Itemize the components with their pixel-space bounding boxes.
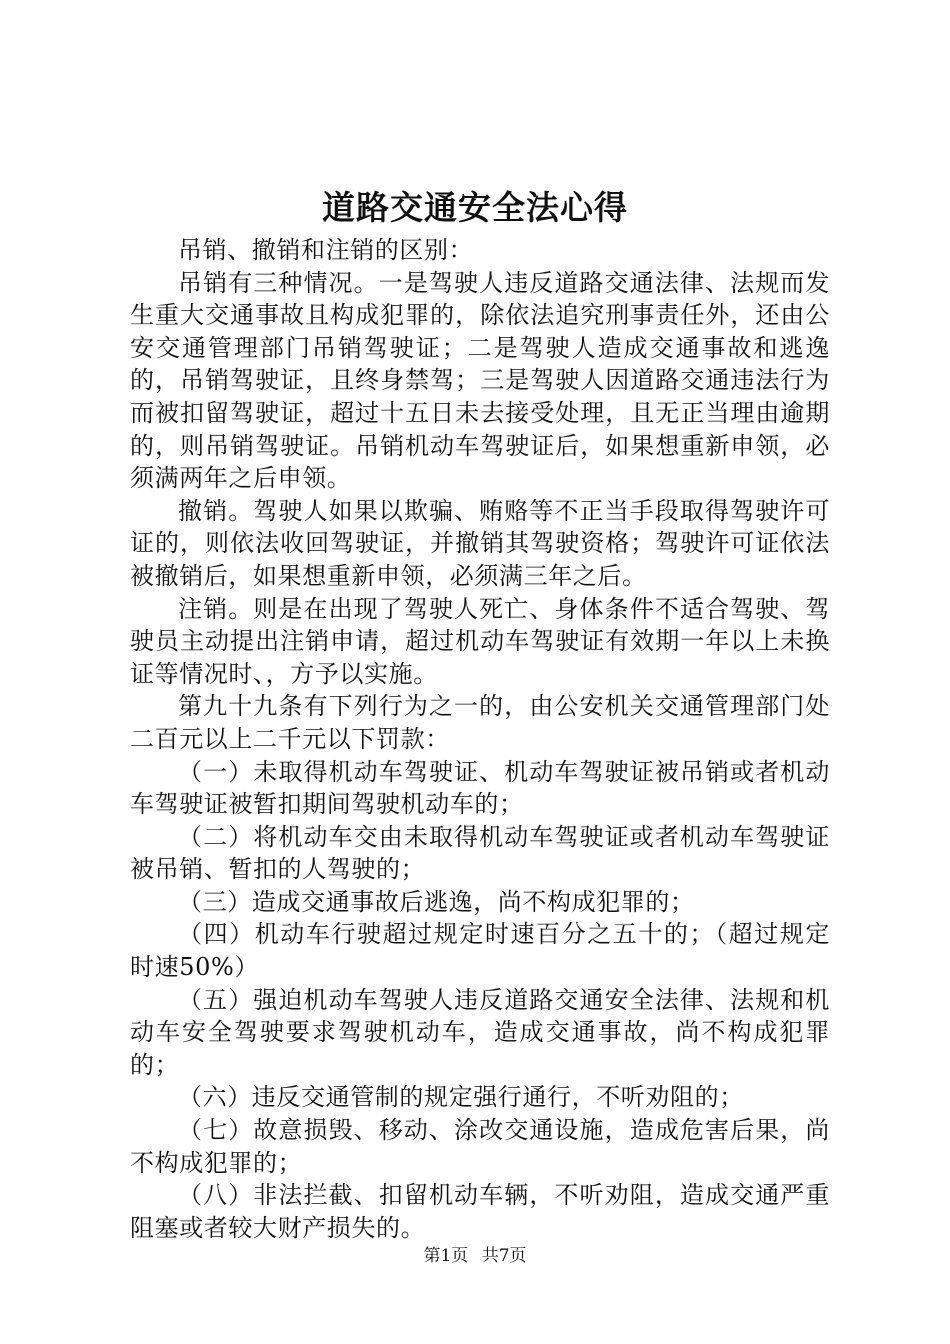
paragraph: （六）违反交通管制的规定强行通行，不听劝阻的； — [178, 1083, 744, 1112]
document-title: 道路交通安全法心得 — [322, 188, 628, 227]
paragraph: 第九十九条有下列行为之一的，由公安机关交通管理部门处二百元以上二千元以下罚款： — [130, 692, 830, 753]
paragraph: 吊销、撤销和注销的区别： — [178, 236, 474, 264]
paragraph: （七）故意损毁、移动、涂改交通设施，造成危害后果，尚不构成犯罪的； — [130, 1116, 830, 1177]
paragraph: 注销。则是在出现了驾驶人死亡、身体条件不适合驾驶、驾驶员主动提出注销申请，超过机动车驾驶证有效期一年以上未换证等情况时、，方予以实施。 — [130, 594, 830, 688]
paragraph: （三）造成交通事故后逃逸，尚不构成犯罪的； — [178, 887, 695, 916]
paragraph: （五）强迫机动车驾驶人违反道路交通安全法律、法规和机动车安全驾驶要求驾驶机动车，造成交通事故，尚不构成犯罪的； — [130, 985, 830, 1079]
paragraph: （一）未取得机动车驾驶证、机动车驾驶证被吊销或者机动车驾驶证被暂扣期间驾驶机动车的； — [130, 757, 830, 819]
paragraph: （八）非法拦截、扣留机动车辆，不听劝阻，造成交通严重阻塞或者较大财产损失的。 — [130, 1181, 830, 1242]
paragraph: 撤销。驾驶人如果以欺骗、贿赂等不正当手段取得驾驶许可证的，则依法收回驾驶证，并撤销其驾驶资格；驾驶许可证依法被撤销后，如果想重新申领，必须满三年之后。 — [130, 496, 830, 590]
paragraph: （二）将机动车交由未取得机动车驾驶证或者机动车驾驶证被吊销、暂扣的人驾驶的； — [130, 822, 830, 884]
paragraph: 吊销有三种情况。一是驾驶人违反道路交通法律、法规而发生重大交通事故且构成犯罪的，除依法追究刑事责任外，还由公安交通管理部门吊销驾驶证；二是驾驶人造成交通事故和逃逸的，吊销驾驶证，且终身禁驾；三是驾驶人因道路交通违法行为而被扣留驾驶证，超过十五日未去接受处理，且无正当理由逾期的，则吊销驾驶证。吊销机动车驾驶证后，如果想重新申领，必须满两年之后申领。 — [130, 268, 830, 493]
page-total: 共7页 — [481, 1246, 527, 1266]
page-number: 第1页 — [423, 1246, 469, 1266]
document-body — [130, 234, 830, 1244]
page-footer — [0, 1244, 950, 1268]
paragraph: （四）机动车行驶超过规定时速百分之五十的；（超过规定时速50%） — [130, 920, 830, 982]
